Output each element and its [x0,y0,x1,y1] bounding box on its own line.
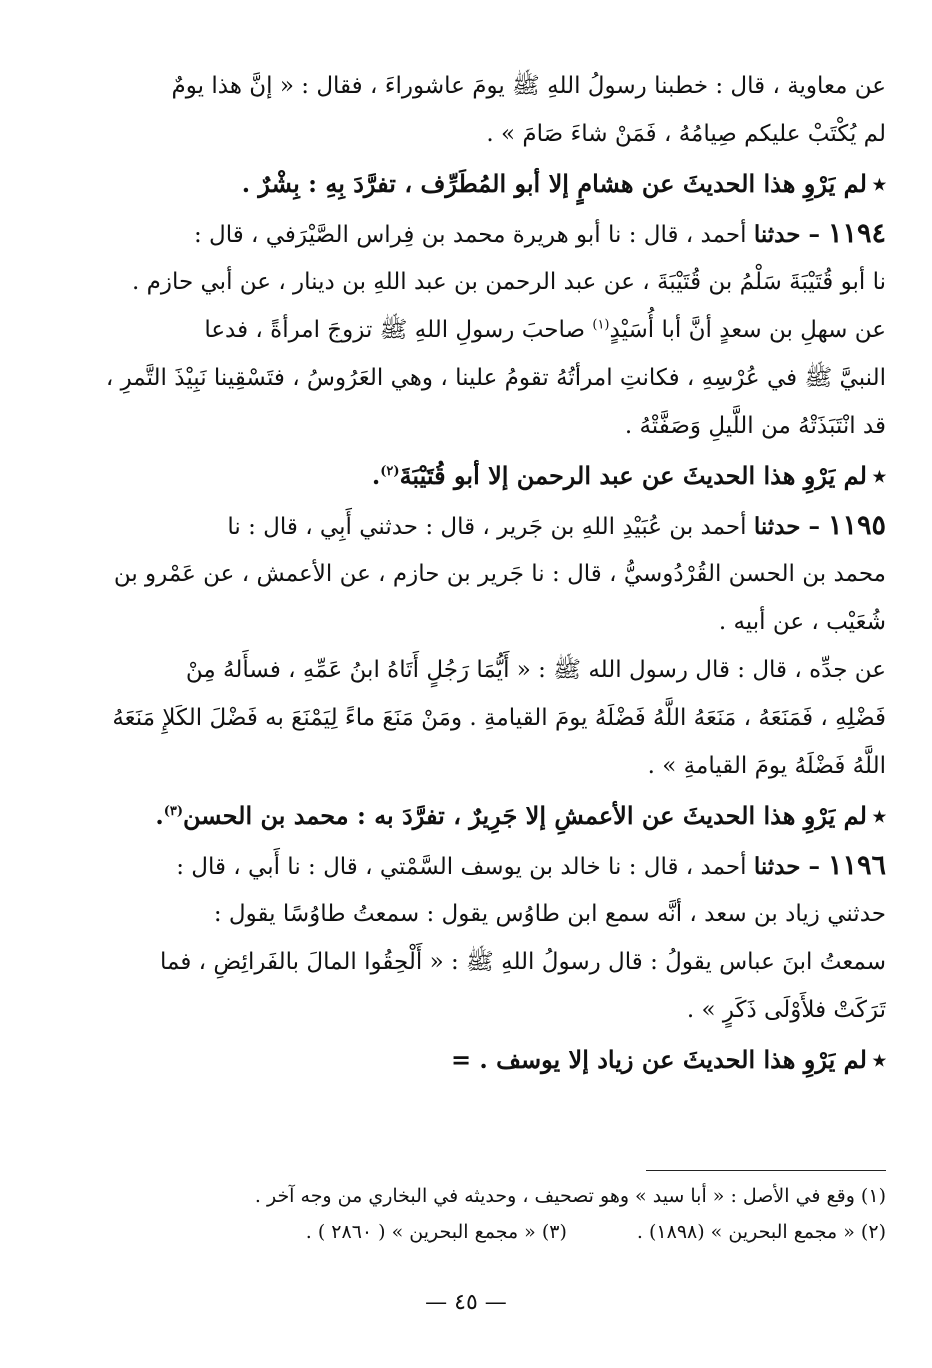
text: النبيَّ ﷺ في عُرْسِهِ ، فكانتِ امرأتُهُ تقومُ علينا ، وهي العَرُوسُ ، فتَسْقِينا نَبِيْذَ التَّمرِ ، [105,365,886,391]
text-line [56,402,886,450]
footnote-text: (٢) « مجمع البحرين » (١٨٩٨) . [636,1221,886,1243]
text-line [56,306,886,354]
text: أحمد ، قال : نا أبو هريرة محمد بن فِراس الصَّيْرَفي ، قال : [193,222,747,248]
hadith-heading-1195 [56,502,886,550]
text: حدثني زياد بن سعد ، أنَّه سمع ابن طاوُس يقول : سمعتُ طاوُسًا يقول : [213,901,886,927]
footnote-text: (١) وقع في الأصل : « أبا سيد » وهو تصحيف ، وحديثه في البخاري من وجه آخر . [254,1185,886,1207]
text-line [56,890,886,938]
text: سمعتُ ابنَ عباس يقولُ : قال رسولُ اللهِ ﷺ : « أَلْحِقُوا المالَ بالفَرائِضِ ، فما [160,949,886,975]
text: محمد بن الحسن القُرْدُوسيُّ ، قال : نا جَرير بن حازم ، عن الأعمش ، عن عَمْرو بن [113,561,886,587]
text-line [56,110,886,158]
text: أحمد بن عُبَيْدِ اللهِ بن جَرير ، قال : حدثني أَبِي ، قال : نا [227,514,747,540]
star-icon: ٭ [872,801,886,830]
footnotes [56,1178,886,1250]
text-line [56,646,886,694]
text: . [155,801,164,830]
text-line [56,598,886,646]
star-icon: ٭ [872,1045,886,1074]
text: عن سهلِ بن سعدٍ أنَّ أبا أُسَيْدٍ [609,317,886,343]
text-line [56,62,886,110]
text: نا أبو قُتَيْبَةَ سَلْمُ بن قُتَيْبَةَ ، عن عبد الرحمن بن عبد اللهِ بن دينار ، عن أبي حازم . [132,269,886,295]
text-line [56,258,886,306]
narrator-verdict [56,790,886,842]
footnote-ref: (٢) [380,464,400,479]
text: عن جدِّه ، قال : قال رسول الله ﷺ : « أَيُّمَا رَجُلٍ أَتَاهُ ابنُ عَمِّهِ ، فسأَلهُ مِنْ [185,657,886,683]
verdict-text: لم يَرْوِ هذا الحديثَ عن الأعمشِ إلا جَرِيرٌ ، تفرَّدَ به : محمد بن الحسن [182,801,867,830]
text-line [56,986,886,1034]
text: . [371,461,381,490]
narrator-verdict [56,450,886,502]
narrator-verdict [56,1034,886,1086]
verdict-text: لم يَرْوِ هذا الحديثَ عن هشامٍ إلا أبو المُطَرِّف ، تفرَّدَ بِهِ : بِشْرٌ . [241,169,867,198]
narrator-verdict [56,158,886,210]
verdict-text: لم يَرْوِ هذا الحديثَ عن زياد إلا يوسف . = [450,1045,867,1074]
page-body [56,62,886,1086]
verdict-text: لم يَرْوِ هذا الحديثَ عن عبد الرحمن إلا أبو قُتَيْبَةَ [399,461,867,490]
text: اللَّهُ فَضْلَهُ يومَ القيامةِ » . [647,753,886,779]
hadith-number: ١١٩٥ [827,510,886,541]
text: قد انْتَبَذَتْهُ من اللَّيلِ وَصَفَّتْهُ . [624,413,886,439]
hadith-lead: – حدثنا [753,853,820,880]
text: لم يُكْتَبْ عليكم صِيامُهُ ، فَمَنْ شاءَ صَامَ » . [486,121,886,147]
text: أحمد ، قال : نا خالد بن يوسف السَّمْتي ، قال : نا أَبي ، قال : [176,854,747,880]
hadith-number: ١١٩٦ [827,850,886,881]
hadith-heading-1194 [56,210,886,258]
text: تَرَكَتْ فلأَوْلَى ذَكَرٍ » . [686,997,886,1023]
text-line [56,742,886,790]
footnote-2-3 [56,1214,886,1250]
hadith-lead: – حدثنا [753,513,820,540]
text-line [56,694,886,742]
footnote-1 [56,1178,886,1214]
footnote-ref: (٣) [163,804,183,819]
hadith-lead: – حدثنا [753,221,820,248]
star-icon: ٭ [872,169,886,198]
text: فَضْلِهِ ، فَمَنَعَهُ ، مَنَعَهُ اللَّهُ فَضْلَهُ يومَ القيامةِ . ومَنْ مَنَعَ ماءً لِيَمْنَعَ به فَضْلَ الكَلإِ مَنَعَهُ [112,705,886,731]
hadith-heading-1196 [56,842,886,890]
footnote-ref: (١) [592,317,610,333]
text: صاحبَ رسولِ اللهِ ﷺ تزوجَ امرأةً ، فدعا [204,317,586,343]
footnote-text: (٣) « مجمع البحرين » ( ٢٨٦٠ ) . [305,1221,567,1243]
text-line [56,354,886,402]
star-icon: ٭ [872,461,886,490]
text-line [56,550,886,598]
text-line [56,938,886,986]
text: شُعَيْب ، عن أبيه . [718,609,886,635]
page-number: — ٤٥ — [425,1290,507,1315]
hadith-number: ١١٩٤ [827,218,886,249]
text: عن معاوية ، قال : خطبنا رسولُ اللهِ ﷺ يومَ عاشوراءَ ، فقال : « إنَّ هذا يومٌ [171,73,886,99]
footnote-divider [646,1170,886,1171]
